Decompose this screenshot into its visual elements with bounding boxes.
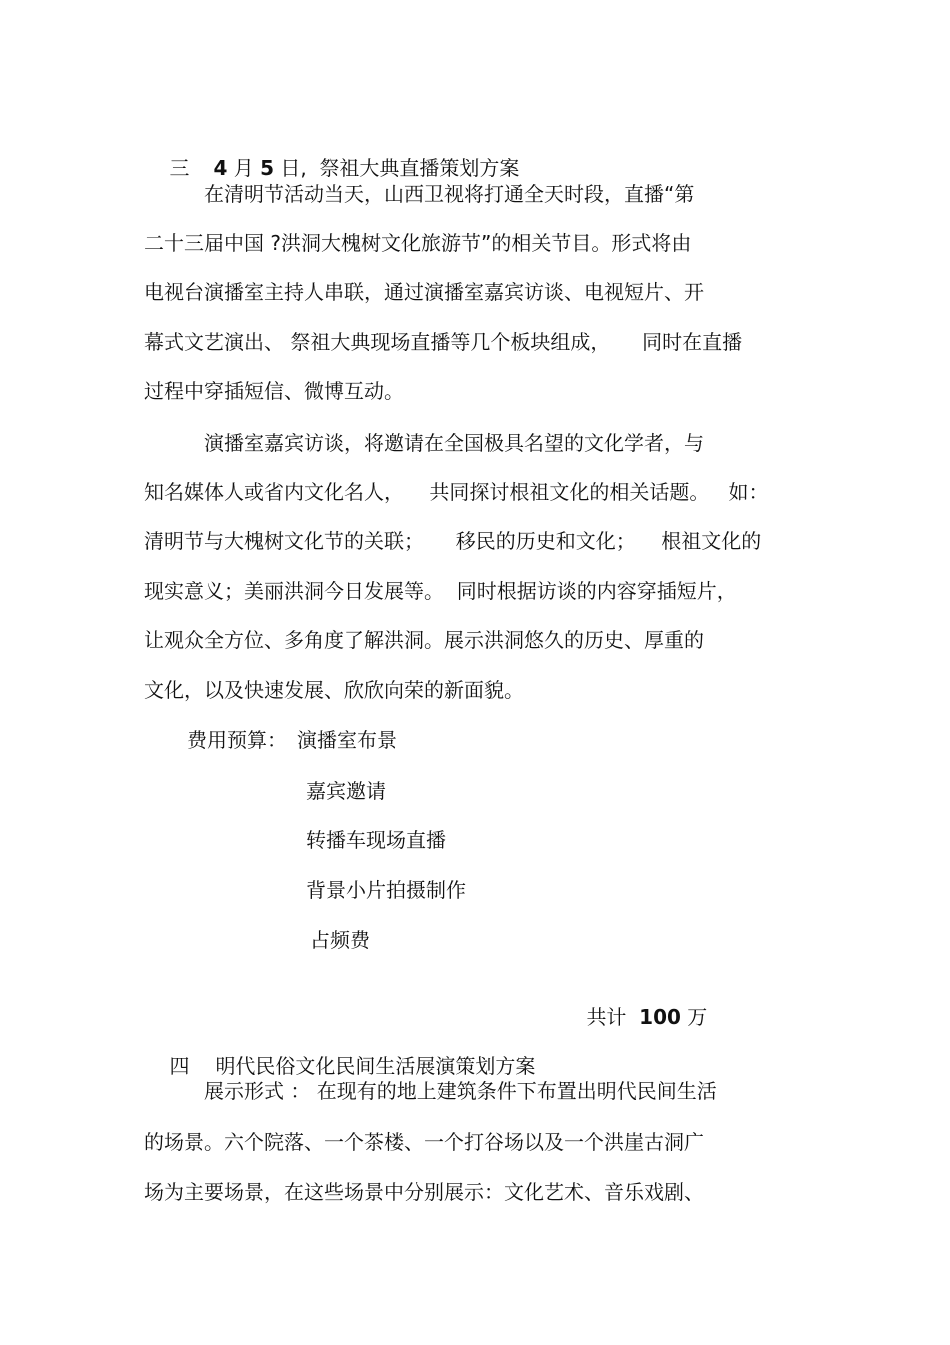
paragraph-line: 场为主要场景，在这些场景中分别展示：文化艺术、音乐戏剧、 xyxy=(144,1180,704,1204)
section-title: 祭祖大典直播策划方案 xyxy=(319,156,520,180)
paragraph-line: 的场景。六个院落、一个茶楼、一个打谷场以及一个洪崖古洞广 xyxy=(144,1130,704,1154)
budget-item: 转播车现场直播 xyxy=(306,828,446,852)
budget-item: 背景小片拍摄制作 xyxy=(306,878,466,902)
section-number: 三 xyxy=(169,156,190,180)
total-amount: 100 xyxy=(639,1005,681,1029)
paragraph-line: 过程中穿插短信、微博互动。 xyxy=(144,379,404,403)
heading-month: 4 xyxy=(213,156,228,180)
budget-total xyxy=(561,978,707,1056)
total-unit: 万 xyxy=(687,1005,708,1029)
paragraph-line: 演播室嘉宾访谈，将邀请在全国极具名望的文化学者，与 xyxy=(204,431,704,455)
paragraph-line: 现实意义；美丽洪洞今日发展等。 同时根据访谈的内容穿插短片， xyxy=(144,579,737,603)
budget-label: 费用预算： xyxy=(187,728,287,752)
paragraph-line: 幕式文艺演出、 祭祖大典现场直播等几个板块组成， 同时在直播 xyxy=(144,330,743,354)
section-title: 明代民俗文化民间生活展演策划方案 xyxy=(215,1054,536,1078)
total-prefix: 共计 xyxy=(586,1005,627,1029)
paragraph-line: 清明节与大槐树文化节的关联； 移民的历史和文化； 根祖文化的 xyxy=(144,529,762,553)
paragraph-line: 文化，以及快速发展、欣欣向荣的新面貌。 xyxy=(144,678,524,702)
paragraph-line: 在清明节活动当天，山西卫视将打通全天时段，直播“第 xyxy=(204,182,695,206)
budget-item: 嘉宾邀请 xyxy=(306,779,386,803)
budget-item: 占频费 xyxy=(310,928,370,952)
section-number: 四 xyxy=(169,1054,190,1078)
paragraph-line: 电视台演播室主持人串联，通过演播室嘉宾访谈、电视短片、开 xyxy=(144,280,704,304)
paragraph-line: 展示形式 ： 在现有的地上建筑条件下布置出明代民间生活 xyxy=(204,1079,717,1103)
paragraph-line: 二十三届中国 ?洪洞大槐树文化旅游节”的相关节目。形式将由 xyxy=(144,231,692,255)
budget-item: 演播室布景 xyxy=(297,728,397,752)
heading-month-unit: 月 xyxy=(233,156,254,180)
heading-day-unit: 日, xyxy=(280,156,307,180)
paragraph-line: 让观众全方位、多角度了解洪洞。展示洪洞悠久的历史、厚重的 xyxy=(144,628,704,652)
heading-day: 5 xyxy=(260,156,274,180)
paragraph-line: 知名媒体人或省内文化名人， 共同探讨根祖文化的相关话题。 如： xyxy=(144,480,769,504)
